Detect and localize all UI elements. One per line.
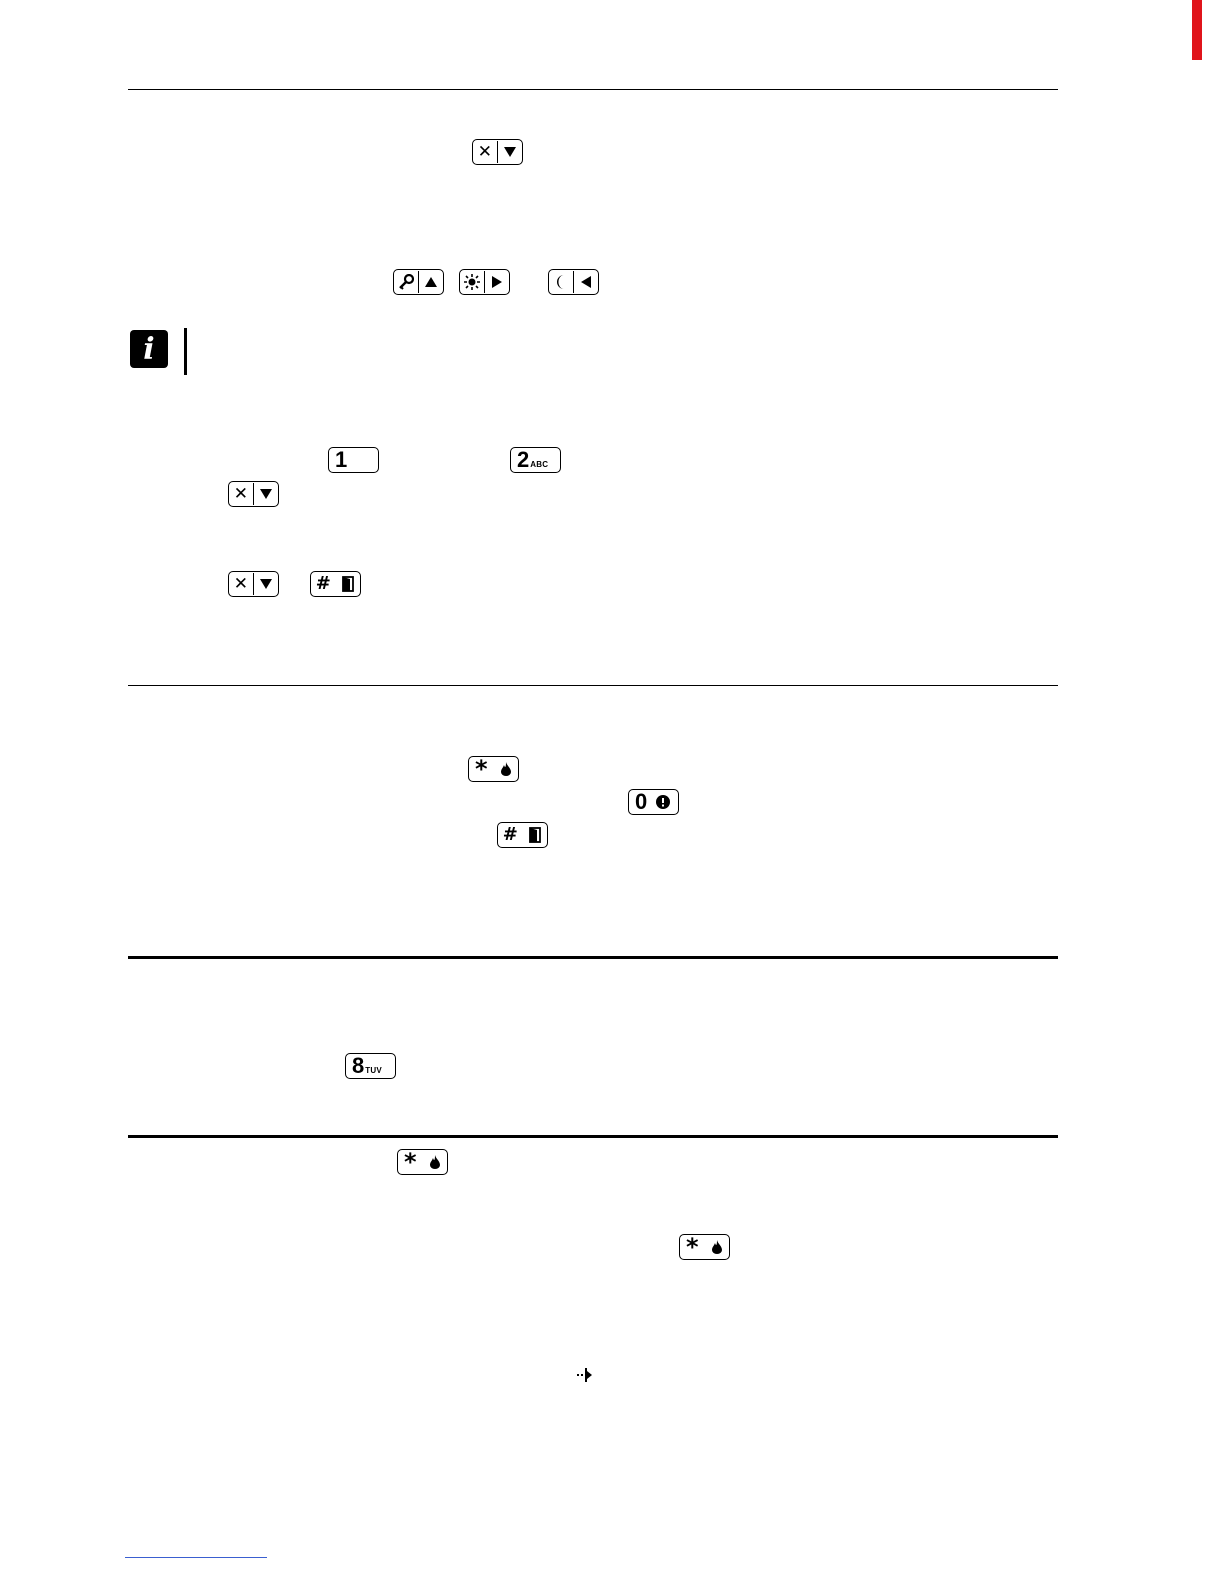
alarm-icon — [647, 790, 678, 814]
down-arrow-icon — [254, 572, 278, 596]
key-night-left — [548, 269, 599, 295]
key-8: 8 TUV — [345, 1053, 396, 1079]
down-arrow-icon — [254, 482, 278, 506]
fire-icon — [705, 1235, 730, 1259]
key-star: * — [397, 1149, 448, 1175]
cancel-icon: ✕ — [233, 483, 248, 504]
info-icon: i — [130, 330, 168, 368]
up-arrow-icon — [419, 270, 443, 294]
key-arm-up — [393, 269, 444, 295]
page-tab-marker — [1192, 0, 1202, 60]
cancel-icon: ✕ — [477, 141, 492, 162]
arrow-right-icon — [577, 1368, 593, 1386]
key-2: 2 ABC — [510, 447, 561, 473]
cancel-icon: ✕ — [233, 573, 248, 594]
key-hash: # — [497, 822, 548, 848]
section-divider — [128, 685, 1058, 686]
key-cancel-down — [228, 571, 279, 597]
section-divider — [128, 956, 1058, 959]
footer-link-underline[interactable] — [125, 1557, 267, 1558]
moon-icon — [549, 270, 573, 294]
key-star: * — [679, 1234, 730, 1260]
fire-icon — [494, 757, 519, 781]
door-icon — [523, 823, 548, 847]
header-divider — [128, 89, 1058, 90]
info-note-bar — [184, 328, 187, 375]
key-cancel-down — [472, 139, 523, 165]
door-icon — [336, 572, 361, 596]
fire-icon — [423, 1150, 448, 1174]
key-hash: # — [310, 571, 361, 597]
key-0: 0 — [628, 789, 679, 815]
down-arrow-icon — [498, 140, 522, 164]
key-star: * — [468, 756, 519, 782]
key-cancel-down — [228, 481, 279, 507]
sun-icon — [460, 270, 484, 294]
section-divider — [128, 1135, 1058, 1138]
left-arrow-icon — [574, 270, 598, 294]
key-icon — [394, 270, 418, 294]
right-arrow-icon — [485, 270, 509, 294]
key-1: 1 — [328, 447, 379, 473]
key-day-right — [459, 269, 510, 295]
